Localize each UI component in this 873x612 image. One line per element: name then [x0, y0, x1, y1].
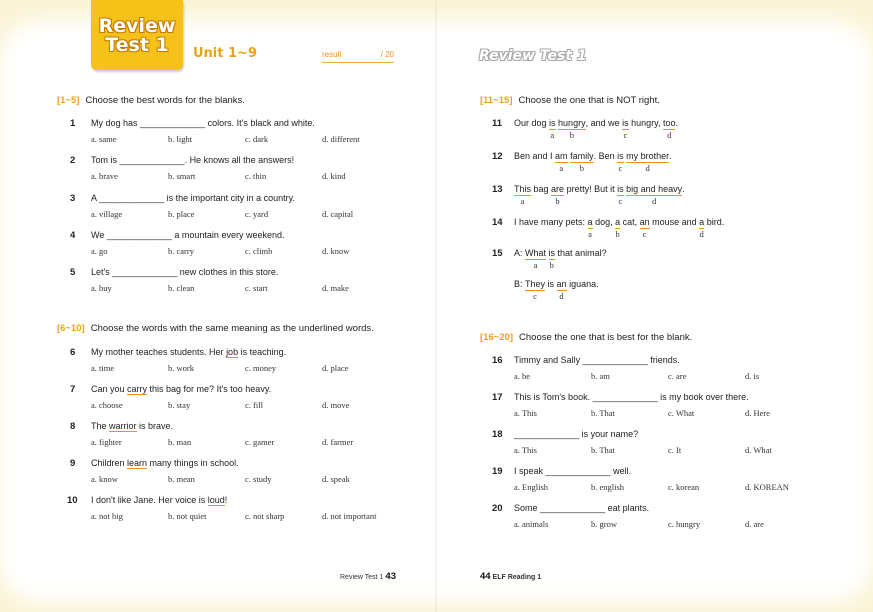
question-text-part: hungry,	[628, 118, 663, 128]
choice-d[interactable]	[626, 151, 670, 173]
choice-d[interactable]	[626, 184, 683, 206]
choice-word: an	[639, 217, 650, 227]
section-2-heading	[57, 323, 374, 334]
option-a[interactable]: a. village	[91, 209, 123, 219]
tab-title	[91, 17, 183, 55]
choice-letter: a	[559, 163, 564, 173]
question-text-part: I don't like Jane. Her voice is	[91, 495, 208, 505]
choice-letter: d	[652, 196, 657, 206]
choice-letter: a	[550, 130, 555, 140]
question-number: 18	[492, 429, 503, 440]
question-number: 6	[70, 347, 76, 358]
question-text: Some _____________ eat plants.	[514, 503, 650, 513]
question-text-line-b	[514, 279, 599, 301]
choice-letter: c	[642, 229, 647, 239]
question-number: 16	[492, 355, 503, 366]
option-c[interactable]: c. fill	[245, 400, 263, 410]
question-number: 2	[70, 155, 76, 166]
question-text	[514, 217, 725, 239]
choice-word: my brother	[626, 151, 670, 161]
question-text	[514, 151, 672, 173]
question-text-part: .	[682, 184, 685, 194]
question-text-part: is brave.	[136, 421, 174, 431]
option-c[interactable]: c. money	[245, 363, 277, 373]
option-d[interactable]: d. What	[745, 445, 772, 455]
option-d[interactable]: d. know	[322, 246, 350, 256]
choice-b[interactable]	[548, 248, 556, 270]
option-d[interactable]: d. Here	[745, 408, 771, 418]
question-text-part: many things in school.	[147, 458, 239, 468]
option-c[interactable]: c. thin	[245, 171, 267, 181]
question-number: 9	[70, 458, 76, 469]
choice-letter: c	[618, 196, 623, 206]
review-test-tab	[91, 0, 183, 70]
section-range: [1~5]	[57, 95, 80, 106]
option-d[interactable]: d. not important	[322, 511, 377, 521]
choice-letter: a	[588, 229, 592, 239]
choice-b[interactable]	[551, 184, 565, 206]
question-number: 1	[70, 118, 76, 129]
option-d[interactable]: d. farmer	[322, 437, 354, 447]
option-b[interactable]: b. That	[591, 408, 615, 418]
choice-letter: c	[618, 163, 623, 173]
question-number: 3	[70, 193, 76, 204]
choice-word: is	[548, 248, 556, 258]
section-range: [6~10]	[57, 323, 85, 334]
right-page-title: Review Test 1	[479, 48, 587, 64]
question-number: 13	[492, 184, 503, 195]
choice-word: an	[556, 279, 567, 289]
choice-letter: d	[667, 130, 672, 140]
question-text-part: dog,	[592, 217, 616, 227]
question-text-part: Children	[91, 458, 128, 468]
section-instruction: Choose the words with the same meaning as the underlined words.	[90, 323, 374, 334]
choice-word: are	[551, 184, 565, 194]
underlined-word: warrior	[109, 421, 137, 431]
choice-c[interactable]	[617, 184, 624, 206]
choice-letter: d	[559, 291, 564, 301]
choice-word: is	[617, 151, 624, 161]
choice-word: a	[615, 217, 621, 227]
option-b[interactable]: b. clean	[168, 283, 195, 293]
question-number: 17	[492, 392, 503, 403]
question-number: 7	[70, 384, 76, 395]
choice-d[interactable]	[699, 217, 705, 239]
choice-letter: b	[615, 229, 620, 239]
choice-word: This	[514, 184, 532, 194]
choice-a[interactable]	[549, 118, 556, 140]
option-a[interactable]: a. English	[514, 482, 548, 492]
option-c[interactable]: c. hungry	[668, 519, 701, 529]
section-4-heading	[480, 332, 692, 343]
question-text	[91, 458, 239, 468]
choice-word: too	[662, 118, 676, 128]
result-total: / 20	[380, 50, 394, 59]
underlined-word: job	[226, 347, 239, 357]
question-text-part: .	[675, 118, 678, 128]
question-text: We _____________ a mountain every weekend.	[91, 230, 285, 240]
option-a[interactable]: a. buy	[91, 283, 112, 293]
option-a[interactable]: a. brave	[91, 171, 118, 181]
choice-word: a	[699, 217, 705, 227]
option-b[interactable]: b. light	[168, 134, 193, 144]
option-a[interactable]: a. animals	[514, 519, 549, 529]
choice-a[interactable]	[587, 217, 593, 239]
question-number: 10	[67, 495, 78, 506]
section-instruction: Choose the one that is NOT right.	[518, 95, 660, 106]
choice-word: a	[587, 217, 593, 227]
choice-letter: b	[579, 163, 584, 173]
choice-word: hungry	[558, 118, 586, 128]
question-number: 5	[70, 267, 76, 278]
option-d[interactable]: d. make	[322, 283, 349, 293]
choice-letter: c	[623, 130, 628, 140]
choice-letter: a	[520, 196, 525, 206]
choice-word: family	[570, 151, 594, 161]
choice-letter: d	[645, 163, 650, 173]
question-text-part: . Ben	[593, 151, 618, 161]
question-number: 4	[70, 230, 76, 241]
question-text-part: mouse and	[649, 217, 700, 227]
choice-word: big and heavy	[626, 184, 683, 194]
option-c[interactable]: c. study	[245, 474, 272, 484]
choice-a[interactable]	[555, 151, 568, 173]
option-d[interactable]: d. move	[322, 400, 350, 410]
unit-label: Unit 1~9	[193, 46, 257, 61]
question-text-part: A:	[514, 248, 526, 258]
question-number: 11	[492, 118, 503, 129]
choice-a[interactable]	[514, 184, 532, 206]
option-d[interactable]: d. are	[745, 519, 764, 529]
result-label: result	[322, 50, 342, 59]
choice-c[interactable]	[525, 279, 546, 301]
section-range: [16~20]	[480, 332, 514, 343]
option-a[interactable]: a. go	[91, 246, 108, 256]
question-text: I speak _____________ well.	[514, 466, 632, 476]
question-text-part: is teaching.	[238, 347, 287, 357]
question-text	[514, 184, 685, 206]
option-c[interactable]: c. climb	[245, 246, 273, 256]
option-c[interactable]: c. korean	[668, 482, 700, 492]
question-number: 12	[492, 151, 503, 162]
question-text	[91, 495, 227, 505]
question-text-part: B:	[514, 279, 526, 289]
option-a[interactable]: a. same	[91, 134, 117, 144]
question-text-part: bag	[531, 184, 552, 194]
question-text-part: I have many pets:	[514, 217, 588, 227]
section-instruction: Choose the one that is best for the blank.	[519, 332, 693, 343]
option-d[interactable]: d. different	[322, 134, 360, 144]
option-b[interactable]: b. work	[168, 363, 194, 373]
question-text-part: iguana.	[566, 279, 599, 289]
underlined-word: learn	[127, 458, 148, 468]
option-a[interactable]: a. not big	[91, 511, 123, 521]
choice-word: is	[617, 184, 624, 194]
choice-letter: b	[549, 260, 554, 270]
option-b[interactable]: b. mean	[168, 474, 195, 484]
question-text-part: !	[224, 495, 228, 505]
option-d[interactable]: d. place	[322, 363, 349, 373]
question-number: 15	[492, 248, 503, 259]
choice-word: am	[555, 151, 568, 161]
option-b[interactable]: b. grow	[591, 519, 617, 529]
footer-label: Review Test 1	[340, 574, 384, 581]
underlined-word: carry	[127, 384, 148, 394]
question-text-part: .	[669, 151, 672, 161]
option-b[interactable]: b. smart	[168, 171, 196, 181]
option-d[interactable]: d. kind	[322, 171, 346, 181]
option-c[interactable]: c. gamer	[245, 437, 275, 447]
question-text	[91, 421, 173, 431]
question-text-part: , and we	[585, 118, 623, 128]
option-c[interactable]: c. It	[668, 445, 682, 455]
choice-c[interactable]	[622, 118, 629, 140]
question-number: 20	[492, 503, 503, 514]
option-b[interactable]: b. not quiet	[168, 511, 207, 521]
section-instruction: Choose the best words for the blanks.	[85, 95, 245, 106]
question-text: Tom is _____________. He knows all the answers!	[91, 155, 295, 165]
section-1-heading	[57, 95, 245, 106]
choice-letter: b	[555, 196, 560, 206]
question-number: 8	[70, 421, 76, 432]
question-text-part: cat,	[620, 217, 640, 227]
option-d[interactable]: d. is	[745, 371, 760, 381]
choice-word: is	[549, 118, 556, 128]
question-text-part: The	[91, 421, 110, 431]
question-text-part: Can you	[91, 384, 128, 394]
question-text	[514, 118, 678, 140]
question-text: This is Tom's book. _____________ is my book over there.	[514, 392, 749, 402]
question-number: 19	[492, 466, 503, 477]
result-field[interactable]	[322, 50, 394, 63]
question-text-part: this bag for me? It's too heavy.	[147, 384, 272, 394]
choice-word: What	[525, 248, 547, 258]
underlined-word: loud	[207, 495, 225, 505]
option-c[interactable]: c. yard	[245, 209, 269, 219]
question-text: A _____________ is the important city in a country.	[91, 193, 295, 203]
option-c[interactable]: c. What	[668, 408, 695, 418]
choice-d[interactable]	[662, 118, 676, 140]
option-a[interactable]: a. fighter	[91, 437, 122, 447]
option-b[interactable]: b. carry	[168, 246, 194, 256]
option-a[interactable]: a. time	[91, 363, 115, 373]
question-number: 14	[492, 217, 503, 228]
choice-c[interactable]	[617, 151, 624, 173]
option-a[interactable]: a. choose	[91, 400, 123, 410]
option-a[interactable]: a. This	[514, 408, 537, 418]
option-c[interactable]: c. dark	[245, 134, 269, 144]
question-text-part: is	[545, 279, 557, 289]
left-page-footer	[340, 571, 396, 582]
choice-letter: c	[533, 291, 537, 301]
option-a[interactable]: a. know	[91, 474, 118, 484]
option-d[interactable]: d. capital	[322, 209, 354, 219]
question-text-line-a	[514, 248, 607, 270]
choice-letter: a	[533, 260, 538, 270]
choice-word: is	[622, 118, 629, 128]
question-text	[91, 384, 271, 394]
section-3-heading	[480, 95, 660, 106]
option-a[interactable]: a. be	[514, 371, 531, 381]
option-b[interactable]: b. man	[168, 437, 192, 447]
option-b[interactable]: b. am	[591, 371, 610, 381]
page-number: 44	[480, 571, 491, 582]
question-text-part: bird.	[704, 217, 725, 227]
book-gutter	[435, 0, 438, 612]
question-text: My dog has _____________ colors. It's black and white.	[91, 118, 315, 128]
question-text-part: My mother teaches students. Her	[91, 347, 227, 357]
choice-letter: d	[699, 229, 704, 239]
choice-a[interactable]	[525, 248, 547, 270]
tab-line-1: Review	[98, 15, 176, 37]
footer-label: ELF Reading 1	[492, 574, 542, 581]
choice-letter: b	[569, 130, 574, 140]
choice-c[interactable]	[639, 217, 650, 239]
option-c[interactable]: c. are	[668, 371, 687, 381]
question-text-part: pretty! But it	[564, 184, 618, 194]
choice-word: They	[525, 279, 546, 289]
option-c[interactable]: c. start	[245, 283, 268, 293]
question-text-part: Our dog	[514, 118, 550, 128]
option-b[interactable]: b. place	[168, 209, 195, 219]
tab-line-2: Test 1	[105, 34, 169, 56]
question-text-part: that animal?	[555, 248, 607, 258]
option-d[interactable]: d. speak	[322, 474, 350, 484]
question-text-part: Ben and I	[514, 151, 556, 161]
option-b[interactable]: b. That	[591, 445, 615, 455]
question-text: _____________ is your name?	[514, 429, 639, 439]
question-text: Timmy and Sally _____________ friends.	[514, 355, 680, 365]
question-text	[91, 347, 286, 357]
question-text: Let's _____________ new clothes in this store.	[91, 267, 279, 277]
choice-b[interactable]	[615, 217, 621, 239]
choice-b[interactable]	[558, 118, 586, 140]
choice-b[interactable]	[570, 151, 594, 173]
option-a[interactable]: a. This	[514, 445, 537, 455]
page-number: 43	[385, 571, 396, 582]
option-b[interactable]: b. english	[591, 482, 625, 492]
option-c[interactable]: c. not sharp	[245, 511, 285, 521]
option-b[interactable]: b. stay	[168, 400, 191, 410]
section-range: [11~15]	[480, 95, 513, 106]
choice-d[interactable]	[556, 279, 567, 301]
option-d[interactable]: d. KOREAN	[745, 482, 789, 492]
right-page-footer	[480, 571, 541, 582]
